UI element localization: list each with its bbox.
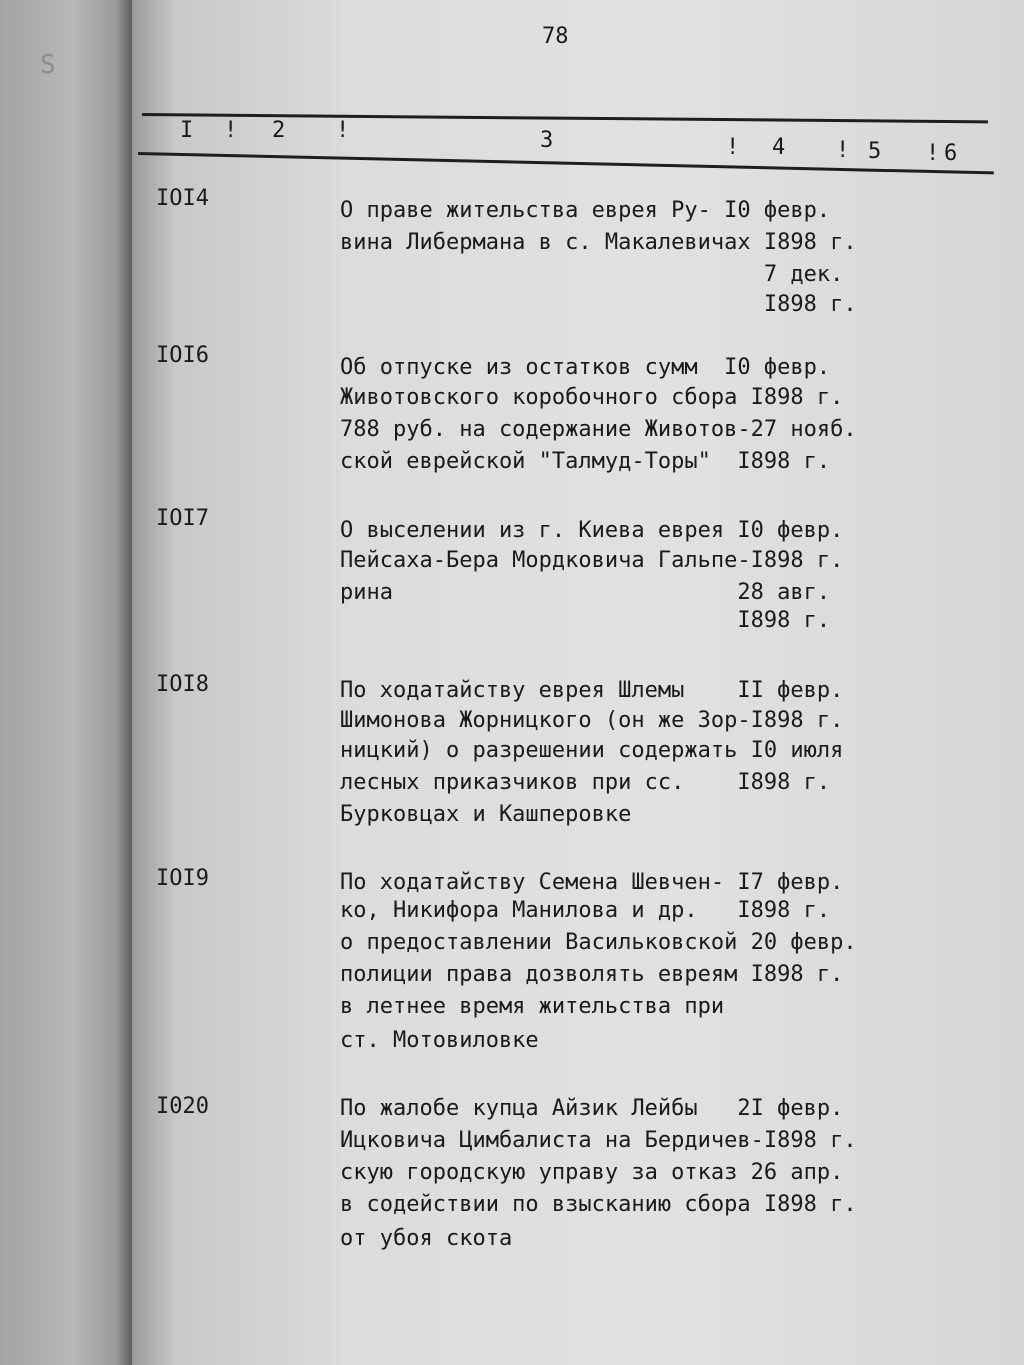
column-header-4: 4 [772, 135, 786, 160]
entry-line: О выселении из г. Киева еврея I0 февр. [340, 518, 844, 543]
entry-number: IOI4 [156, 186, 209, 211]
entry-line: от убоя скота [340, 1226, 513, 1251]
column-header-2: 2 [272, 118, 286, 143]
entry-line: Пейсаха-Бера Мордковича Гальпе-I898 г. [340, 548, 844, 573]
entry-line: По ходатайству еврея Шлемы II февр. [340, 678, 844, 703]
entry-line: О праве жительства еврея Ру- I0 февр. [340, 198, 831, 223]
column-separator: ! [926, 141, 940, 166]
entry-line: По жалобе купца Айзик Лейбы 2I февр. [340, 1096, 844, 1121]
entry-line: лесных приказчиков при сс. I898 г. [340, 770, 831, 795]
entry-line: Животовского коробочного сбора I898 г. [340, 385, 844, 410]
entry-line: Об отпуске из остатков сумм I0 февр. [340, 355, 831, 380]
column-header-3: 3 [540, 128, 554, 153]
column-header-1: I [180, 118, 194, 143]
entry-number: IOI6 [156, 343, 209, 368]
entry-line: ст. Мотовиловке [340, 1028, 539, 1053]
entry-line: ницкий) о разрешении содержать I0 июля [340, 738, 844, 763]
entry-number: IOI8 [156, 672, 209, 697]
entry-number: IOI7 [156, 506, 209, 531]
column-header-6: 6 [944, 141, 958, 166]
entry-line: I898 г. [340, 608, 831, 633]
facing-page-edge [0, 0, 132, 1365]
entry-line: вина Либермана в с. Макалевичах I898 г. [340, 230, 857, 255]
page-number: 78 [542, 24, 569, 49]
entry-number: I020 [156, 1094, 209, 1119]
facing-page-mark: S [40, 50, 56, 80]
entry-line: 7 дек. [340, 262, 844, 287]
entry-line: Бурковцах и Кашперовке [340, 802, 632, 827]
entry-line: рина 28 авг. [340, 580, 831, 605]
column-separator: ! [336, 118, 350, 143]
entry-line: полиции права дозволять евреям I898 г. [340, 962, 844, 987]
entry-line: ко, Никифора Манилова и др. I898 г. [340, 898, 831, 923]
entry-line: скую городскую управу за отказ 26 апр. [340, 1160, 844, 1185]
column-separator: ! [836, 138, 850, 163]
entry-line: о предоставлении Васильковской 20 февр. [340, 930, 857, 955]
entry-line: Ицковича Цимбалиста на Бердичев-I898 г. [340, 1128, 857, 1153]
column-separator: ! [224, 118, 238, 143]
entry-number: IOI9 [156, 866, 209, 891]
entry-line: ской еврейской "Талмуд-Торы" I898 г. [340, 449, 831, 474]
header-rule-top [142, 113, 988, 123]
entry-line: I898 г. [340, 292, 857, 317]
column-separator: ! [726, 135, 740, 160]
column-header-5: 5 [868, 139, 882, 164]
header-rule-bottom [138, 152, 994, 174]
entry-line: в летнее время жительства при [340, 994, 725, 1019]
entry-line: Шимонова Жорницкого (он же Зор-I898 г. [340, 708, 844, 733]
entry-line: в содействии по взысканию сбора I898 г. [340, 1192, 857, 1217]
document-page [132, 0, 1024, 1365]
entry-line: 788 руб. на содержание Животов-27 нояб. [340, 417, 857, 442]
entry-line: По ходатайству Семена Шевчен- I7 февр. [340, 870, 844, 895]
